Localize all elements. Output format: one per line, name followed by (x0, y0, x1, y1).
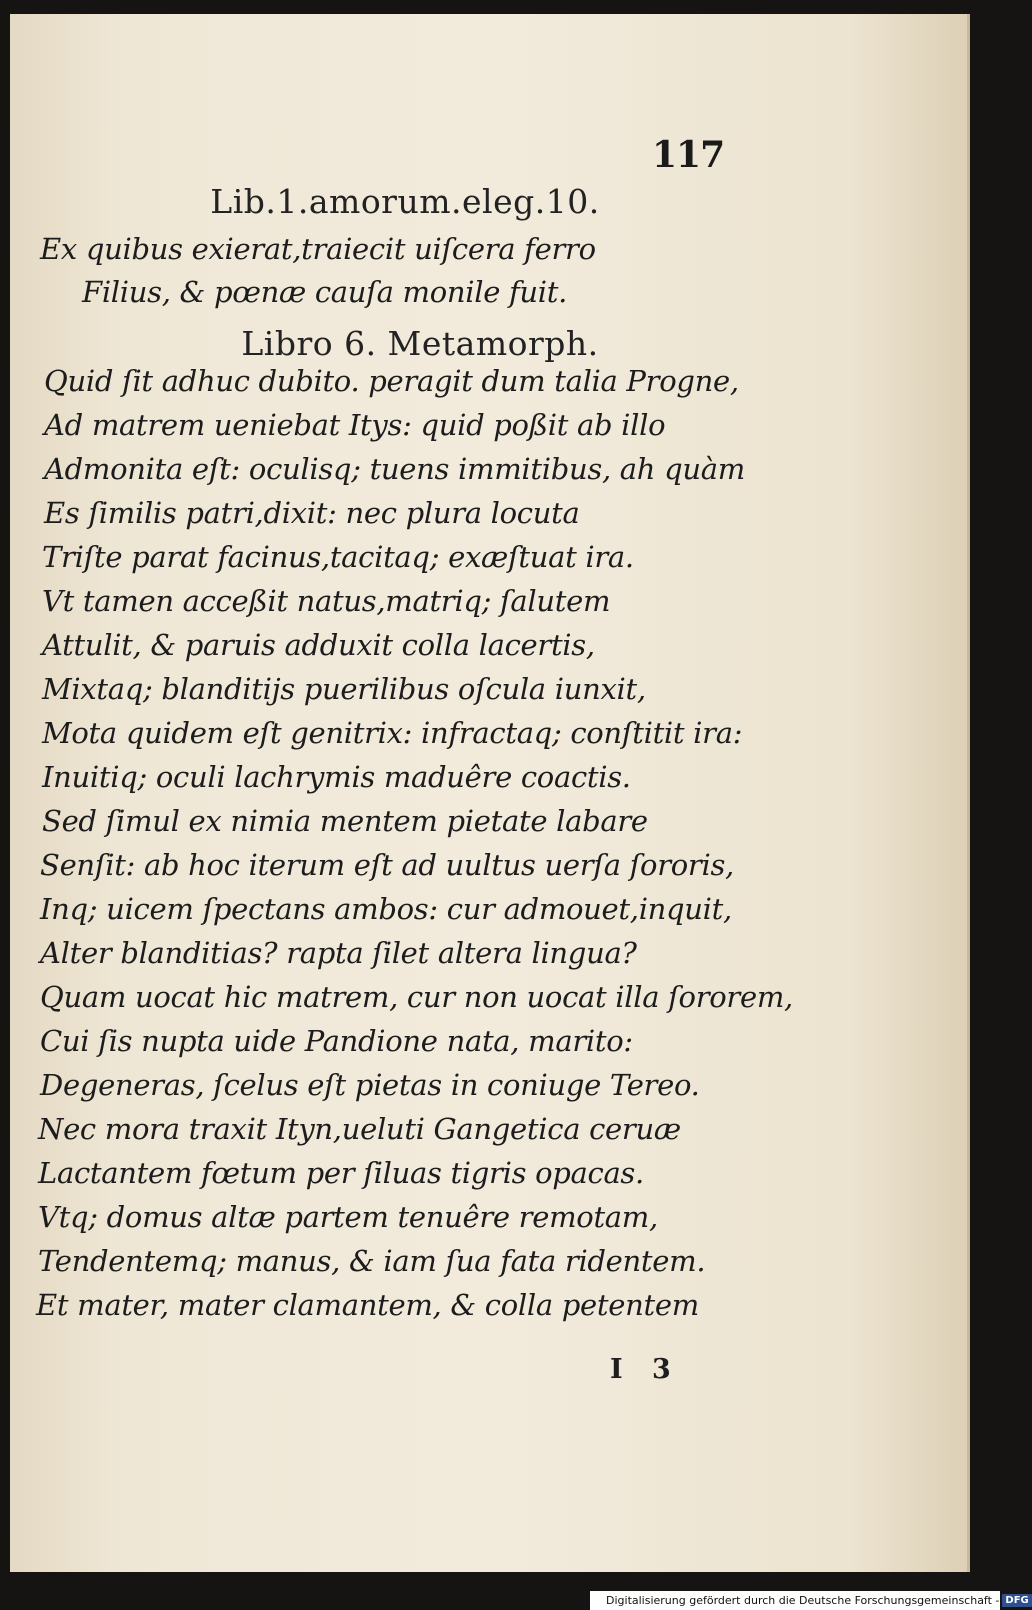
verse-line: Es ſimilis patri,dixit: nec plura locuta (44, 496, 580, 530)
section-heading-metamorph: Libro 6. Metamorph. (241, 324, 599, 363)
verse-line: Admonita eſt: oculisq; tuens immitibus, ah quàm (44, 452, 745, 486)
verse-line: Degeneras, ſcelus eſt pietas in coniuge Tereo. (40, 1068, 700, 1102)
verse-line: Alter blanditias? rapta ſilet altera lingua? (40, 936, 637, 970)
verse-line: Et mater, mater clamantem, & colla petentem (36, 1288, 699, 1322)
verse-line: Inuitiq; oculi lachrymis maduêre coactis. (42, 760, 631, 794)
dfg-logo: DFG (1002, 1594, 1031, 1607)
page-number: 117 (652, 134, 725, 176)
verse-line: Mota quidem eſt genitrix: infractaq; conſtitit ira: (42, 716, 743, 750)
verse-line: Cui ſis nupta uide Pandione nata, marito: (40, 1024, 633, 1058)
verse-line: Filius, & pœnæ cauſa monile fuit. (82, 275, 568, 309)
verse-line: Tendentemq; manus, & iam ſua fata ridentem. (38, 1244, 706, 1278)
signature-mark: I 3 (610, 1354, 671, 1385)
verse-line: Vtq; domus altæ partem tenuêre remotam, (38, 1200, 658, 1234)
verse-line: Attulit, & paruis adduxit colla lacertis, (42, 628, 595, 662)
footer-credit-text: Digitalisierung gefördert durch die Deutsche Forschungsgemeinschaft - (606, 1594, 1000, 1607)
verse-line: Vt tamen acceßit natus,matriq; ſalutem (42, 584, 611, 618)
verse-line: Sed ſimul ex nimia mentem pietate labare (42, 804, 648, 838)
book-page (10, 14, 970, 1572)
verse-line: Mixtaq; blanditijs puerilibus oſcula iunxit, (42, 672, 646, 706)
verse-line: Ex quibus exierat,traiecit uiſcera ferro (40, 232, 596, 266)
verse-line: Nec mora traxit Ityn,ueluti Gangetica ceruæ (38, 1112, 681, 1146)
verse-line: Quam uocat hic matrem, cur non uocat illa ſororem, (40, 980, 793, 1014)
verse-line: Senſit: ab hoc iterum eſt ad uultus uerſa ſororis, (40, 848, 734, 882)
verse-line: Quid ſit adhuc dubito. peragit dum talia Progne, (44, 364, 739, 398)
verse-line: Lactantem fœtum per ſiluas tigris opacas. (38, 1156, 644, 1190)
digitization-footer (590, 1591, 1029, 1610)
verse-line: Ad matrem ueniebat Itys: quid poßit ab illo (44, 408, 666, 442)
verse-line: Triſte parat facinus,tacitaq; exæſtuat ira. (42, 540, 634, 574)
verse-line: Inq; uicem ſpectans ambos: cur admouet,inquit, (40, 892, 732, 926)
section-heading-amorum: Lib.1.amorum.eleg.10. (210, 182, 600, 221)
